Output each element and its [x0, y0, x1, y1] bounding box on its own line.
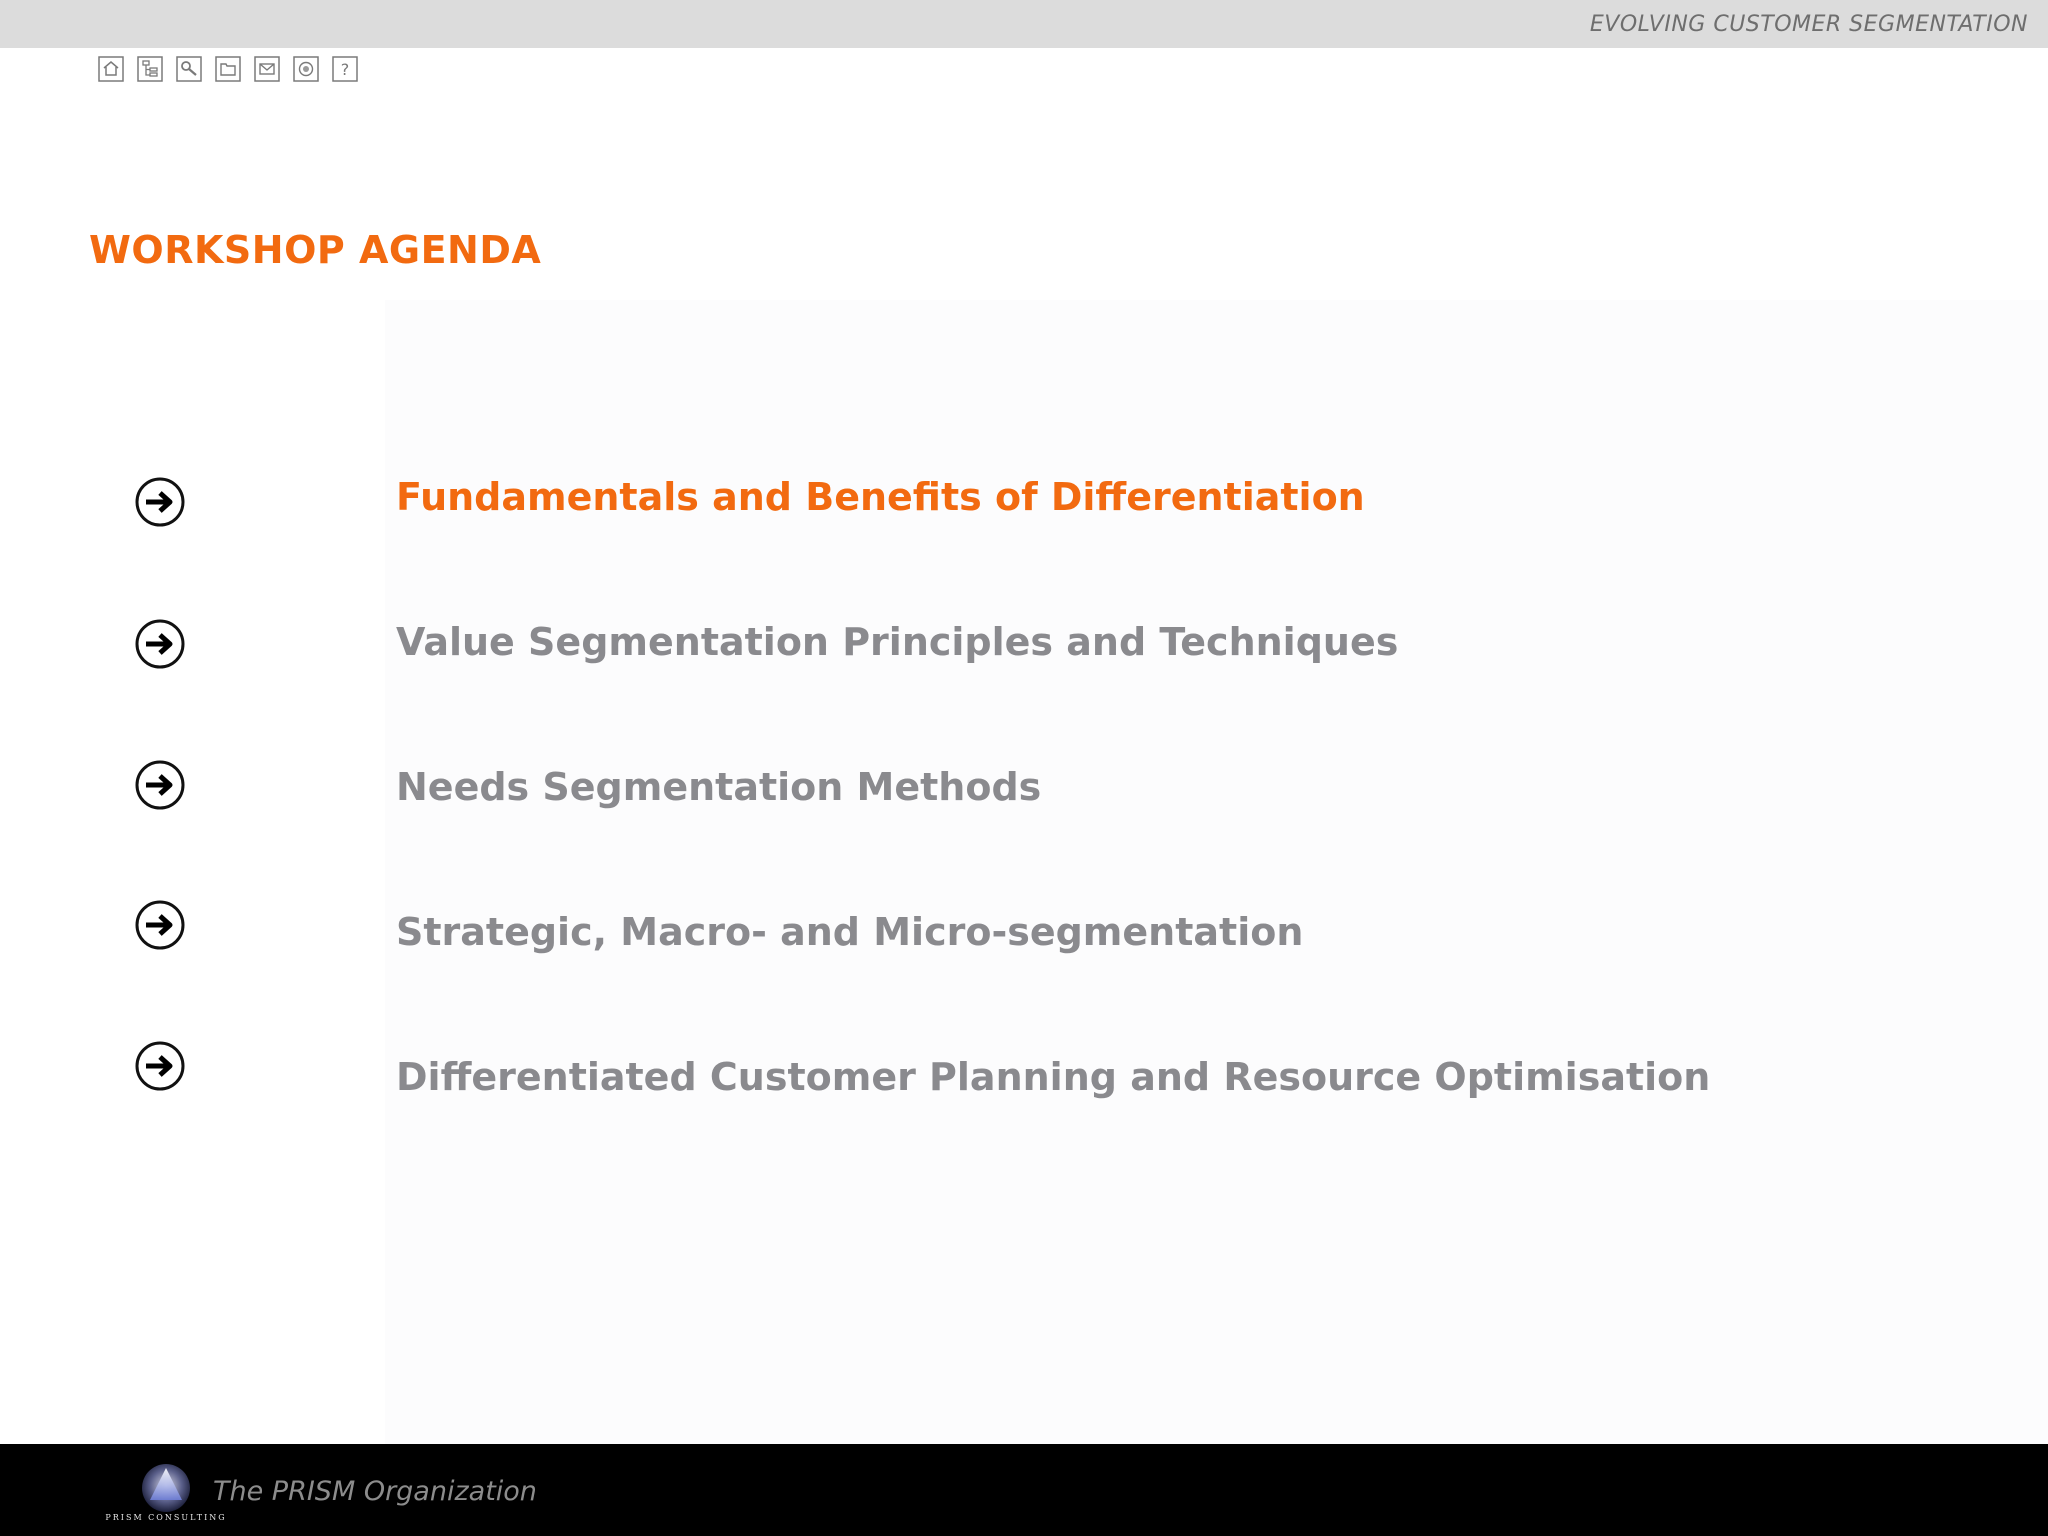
- agenda-item-label: Value Segmentation Principles and Techniques: [396, 620, 1399, 664]
- agenda-item-strategic-segmentation[interactable]: [0, 895, 2048, 975]
- folder-icon[interactable]: [215, 56, 241, 82]
- slide-title: WORKSHOP AGENDA: [89, 228, 542, 272]
- search-icon[interactable]: [176, 56, 202, 82]
- arrow-right-icon: [134, 759, 186, 811]
- sitemap-icon[interactable]: [137, 56, 163, 82]
- web-icon[interactable]: [293, 56, 319, 82]
- header-bar: [0, 0, 2048, 48]
- prism-logo: [105, 1462, 227, 1532]
- mail-icon[interactable]: [254, 56, 280, 82]
- agenda-item-customer-planning[interactable]: [0, 1040, 2048, 1120]
- agenda-item-value-segmentation[interactable]: [0, 605, 2048, 685]
- organization-name: The PRISM Organization: [213, 1476, 537, 1507]
- arrow-right-icon: [134, 618, 186, 670]
- agenda-item-needs-segmentation[interactable]: [0, 750, 2048, 830]
- arrow-right-icon: [134, 899, 186, 951]
- help-icon-label: ?: [340, 60, 350, 79]
- logo-text: PRISM CONSULTING: [105, 1513, 227, 1522]
- agenda-item-fundamentals[interactable]: [0, 460, 2048, 540]
- arrow-right-icon: [134, 476, 186, 528]
- help-icon[interactable]: [332, 56, 358, 82]
- arrow-right-icon: [134, 1040, 186, 1092]
- presentation-title: EVOLVING CUSTOMER SEGMENTATION: [1589, 12, 2028, 37]
- agenda-item-label: Fundamentals and Benefits of Differentiation: [396, 475, 1365, 519]
- home-icon[interactable]: [98, 56, 124, 82]
- agenda-item-label: Needs Segmentation Methods: [396, 765, 1042, 809]
- footer-bar: [0, 1444, 2048, 1536]
- agenda-item-label: Strategic, Macro- and Micro-segmentation: [396, 910, 1304, 954]
- agenda-item-label: Differentiated Customer Planning and Resource Optimisation: [396, 1055, 1711, 1099]
